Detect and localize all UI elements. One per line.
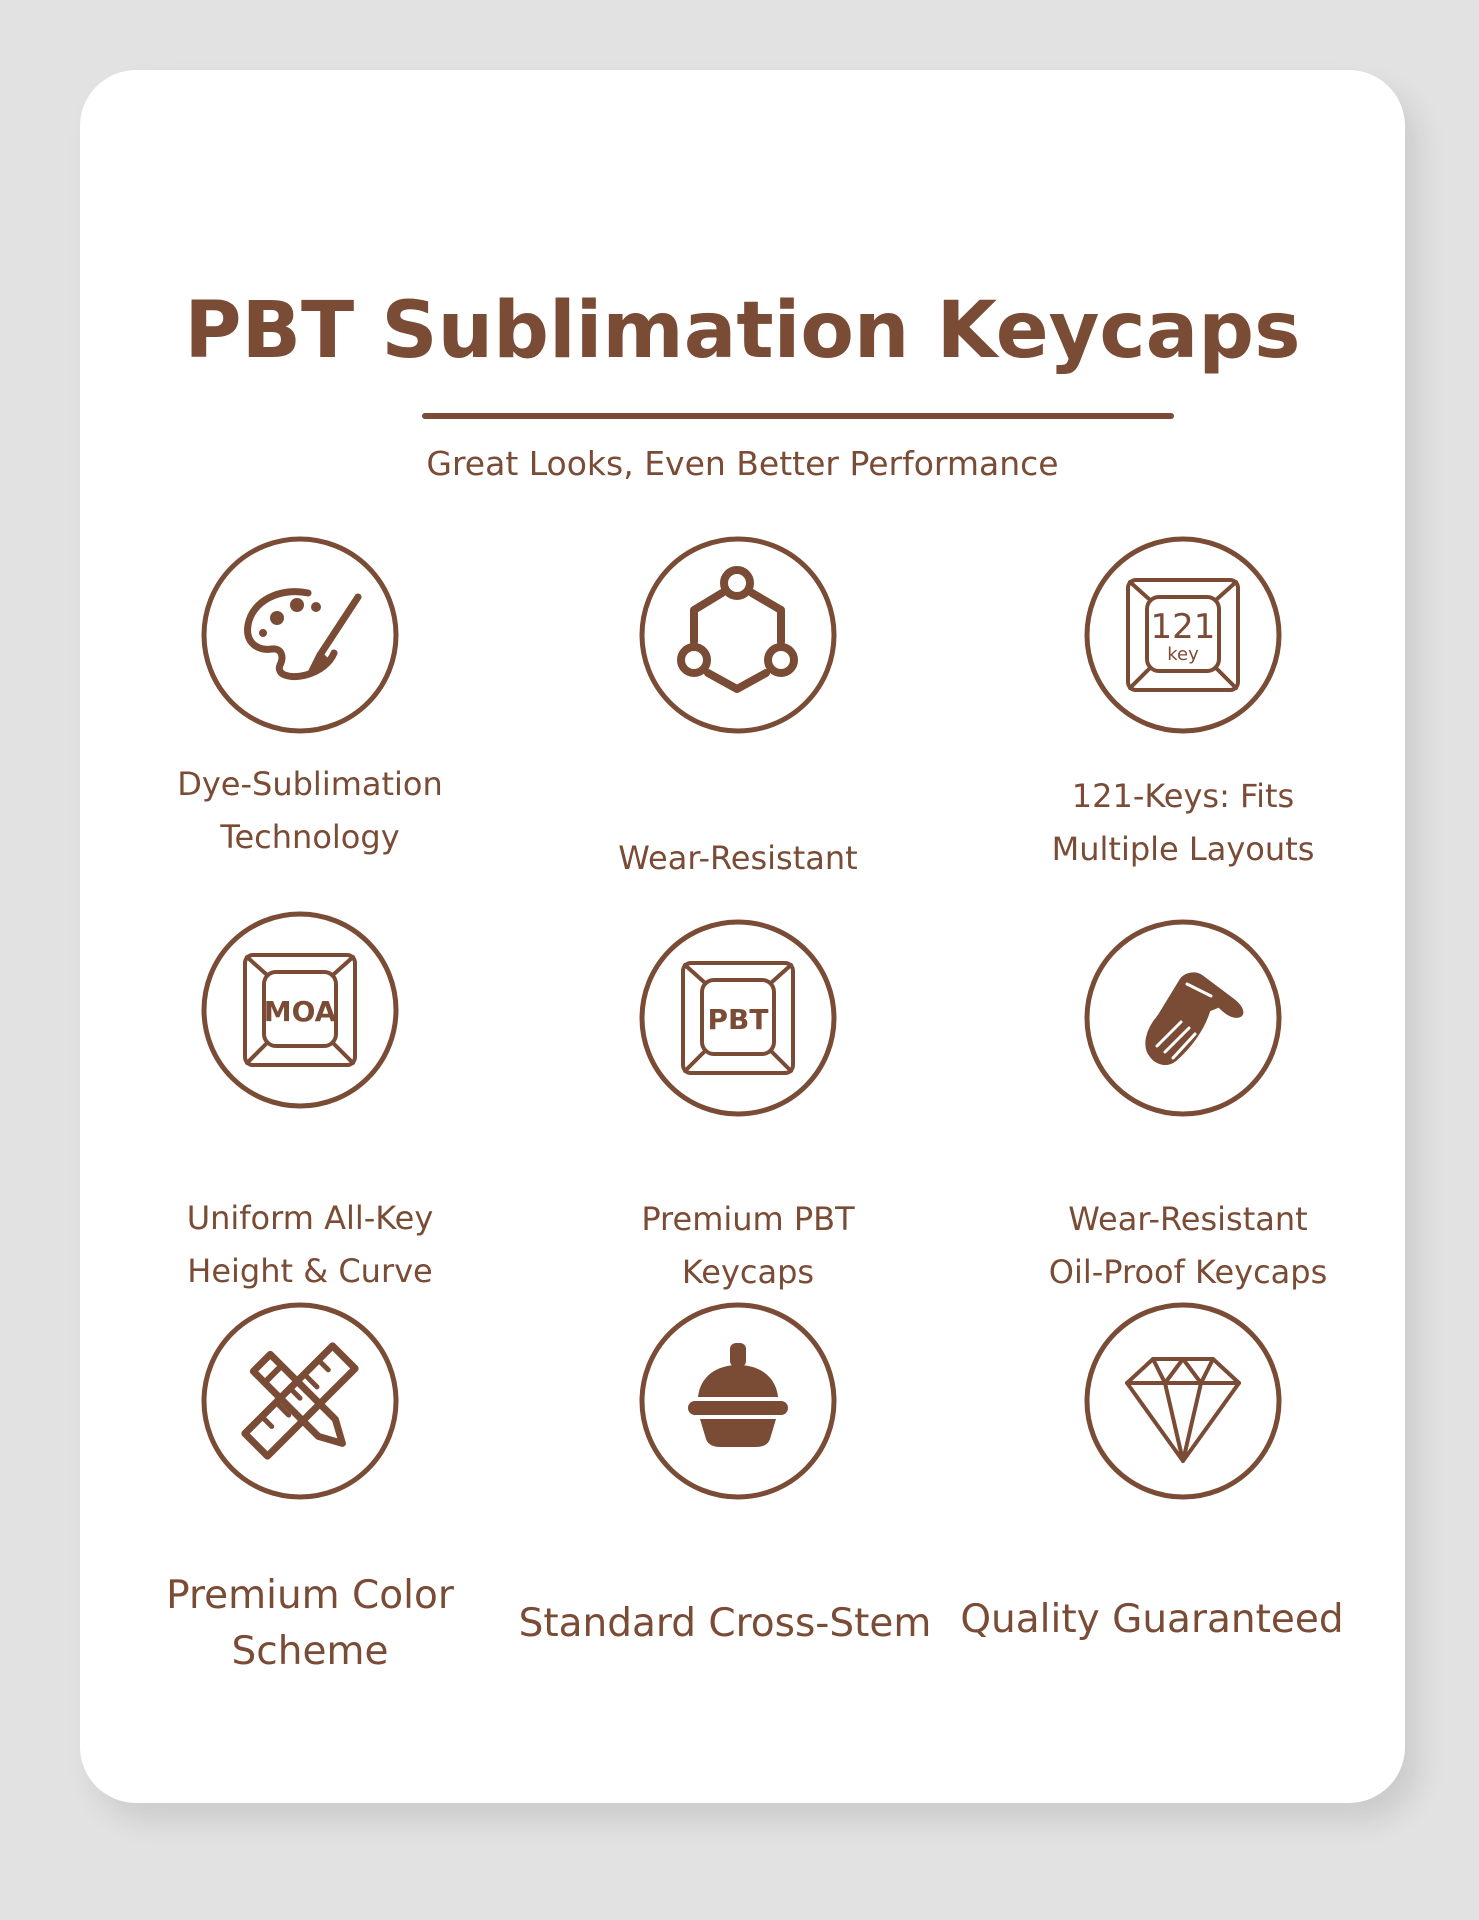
feature-label-121-keys: 121-Keys: Fits Multiple Layouts [1051, 777, 1315, 868]
title-divider [422, 413, 1174, 419]
feature-label-wear-resistant: Wear-Resistant [618, 839, 858, 877]
hand-icon [1083, 918, 1283, 1118]
svg-text:PBT: PBT [707, 1003, 769, 1036]
page-title: PBT Sublimation Keycaps [184, 286, 1301, 376]
keycap-pbt-icon [638, 918, 838, 1118]
keycap-moa-icon [200, 910, 400, 1110]
wear-cycle-icon [638, 535, 838, 735]
feature-label-cross-stem: Standard Cross-Stem [518, 1601, 932, 1646]
svg-text:121: 121 [1150, 607, 1216, 647]
feature-label-uniform-height: Uniform All-Key Height & Curve [186, 1199, 434, 1290]
feature-label-dye-sublimation: Dye-Sublimation Technology [177, 765, 443, 856]
feature-label-quality: Quality Guaranteed [960, 1597, 1344, 1642]
feature-label-premium-pbt: Premium PBT Keycaps [641, 1200, 855, 1291]
palette-icon [200, 535, 400, 735]
cross-stem-icon [638, 1301, 838, 1501]
feature-card [80, 70, 1405, 1803]
ruler-pencil-icon [200, 1301, 400, 1501]
diamond-icon [1083, 1301, 1283, 1501]
keycap-121-icon [1083, 535, 1283, 735]
svg-text:key: key [1167, 644, 1199, 665]
feature-label-oil-proof: Wear-Resistant Oil-Proof Keycaps [1048, 1200, 1328, 1291]
page-subtitle: Great Looks, Even Better Performance [426, 444, 1059, 483]
feature-label-color-scheme: Premium Color Scheme [166, 1573, 454, 1674]
svg-text:MOA: MOA [263, 995, 337, 1028]
